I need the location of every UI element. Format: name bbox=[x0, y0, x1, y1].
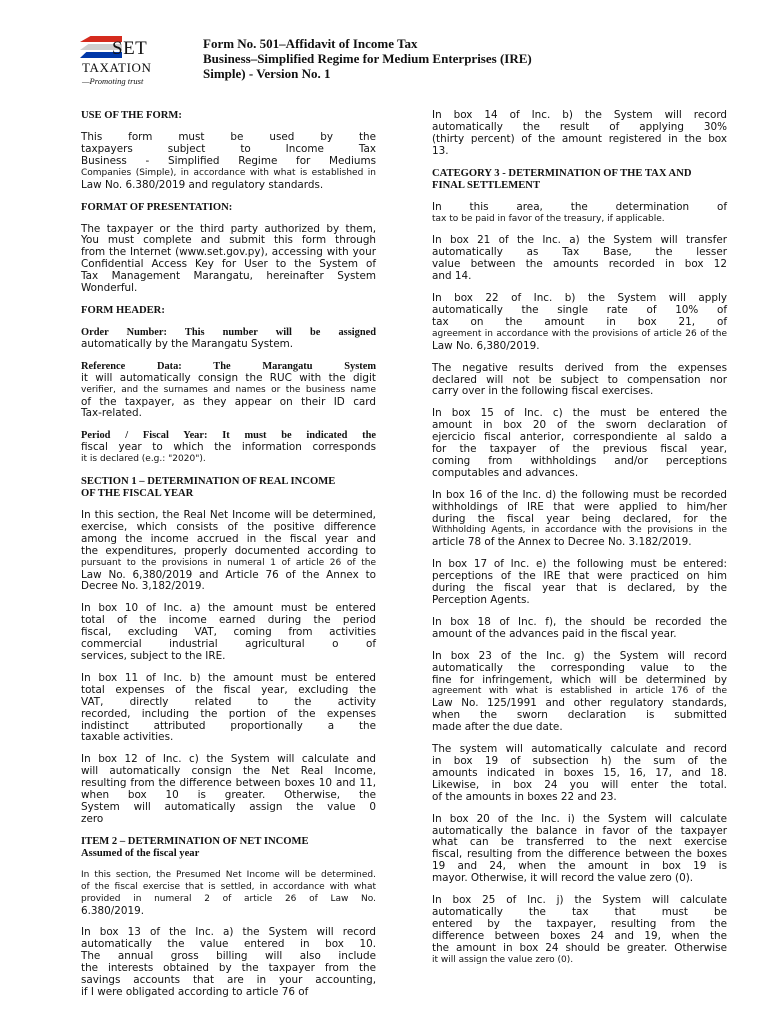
text-line: during the fiscal year that is declared, by the bbox=[432, 582, 727, 595]
text-line: the expenditures, properly documented according to bbox=[81, 544, 376, 557]
box12-paragraph bbox=[81, 754, 376, 825]
text-line: In this section, the Presumed Net Income will be determined. bbox=[81, 869, 376, 880]
text-line: pursuant to the provisions in numeral 1 of article 26 of the bbox=[81, 557, 376, 568]
text-line: Tax-related. bbox=[81, 407, 142, 420]
box15-paragraph bbox=[432, 408, 727, 479]
text-line: mayor. Otherwise, it will record the value zero (0). bbox=[432, 872, 694, 885]
text-line: In box 10 of Inc. a) the amount must be entered bbox=[81, 602, 376, 615]
text-line: among the income accrued in the fiscal year and bbox=[81, 532, 376, 545]
text-line: In box 21 of the Inc. a) the System will transfer bbox=[432, 234, 727, 247]
text-line: what can be transferred to the next exercise bbox=[432, 836, 727, 849]
text-line: ejercicio fiscal anterior, correspondiente al saldo a bbox=[432, 431, 727, 444]
text-line: for the taxpayer of the previous fiscal year, bbox=[432, 443, 727, 456]
text-line: services, subject to the IRE. bbox=[81, 650, 226, 662]
period-paragraph: Period / Fiscal Year: It must be indicated the fiscal year to which the information corresponds it is declared (e.g.: "2020"). bbox=[81, 430, 376, 465]
use-paragraph bbox=[81, 132, 376, 192]
text-line: automatically the tax that must be bbox=[432, 905, 727, 918]
text-line: exercise, which consists of the positive difference bbox=[81, 520, 376, 533]
text-line: if I were obligated according to article 76 of bbox=[81, 985, 309, 998]
box21-paragraph bbox=[432, 235, 727, 283]
text-line: System will automatically assign the value 0 bbox=[81, 800, 376, 813]
area-paragraph bbox=[432, 202, 727, 226]
text-line: tax to be paid in favor of the treasury, if applicable. bbox=[432, 213, 665, 224]
text-line: In box 25 of Inc. j) the System will calculate bbox=[432, 894, 727, 907]
text-line: Withholding Agents, in accordance with the provisions in the bbox=[432, 525, 727, 536]
text-line: amount of the advances paid in the fiscal year. bbox=[432, 627, 677, 640]
text-line: fiscal, resulting from the difference between the boxes bbox=[432, 848, 727, 861]
text-line: automatically the corresponding value to the bbox=[432, 661, 727, 674]
text-line: Law No. 6,380/2019. bbox=[432, 339, 540, 352]
text-line: amounts indicated in boxes 15, 16, 17, and 18. bbox=[432, 766, 727, 779]
box25-paragraph bbox=[432, 895, 727, 966]
text-line: when the sworn declaration is submitted bbox=[432, 709, 727, 722]
text-line: The system will automatically calculate and record bbox=[432, 743, 727, 756]
title-line-2: Business–Simplified Regime for Medium Enterprises (IRE) bbox=[203, 51, 532, 66]
text-line: total of the income earned during the period bbox=[81, 614, 376, 627]
text-line: indistinct attributed proportionally a the bbox=[81, 719, 376, 732]
format-paragraph bbox=[81, 224, 376, 295]
text-line: Assumed of the fiscal year bbox=[81, 847, 200, 859]
text-line: In box 23 of the Inc. g) the System will record bbox=[432, 649, 727, 662]
negative-results-paragraph bbox=[432, 363, 727, 399]
set-logo bbox=[80, 34, 190, 86]
text-line: taxpayers subject to Income Tax bbox=[81, 142, 376, 155]
text-line: VAT, directly related to the activity bbox=[81, 695, 376, 708]
text-line: In this section, the Real Net Income will be determined, bbox=[81, 509, 376, 522]
text-line: In box 22 of Inc. b) the System will apply bbox=[432, 292, 727, 305]
text-line: computables and advances. bbox=[432, 466, 579, 479]
text-line: Perception Agents. bbox=[432, 594, 530, 606]
text-line: In box 17 of Inc. e) the following must be entered: bbox=[432, 558, 727, 571]
left-column bbox=[81, 110, 376, 1009]
box10-paragraph bbox=[81, 603, 376, 663]
text-line: of the fiscal exercise that is settled, in accordance with what bbox=[81, 881, 376, 892]
page-title bbox=[203, 36, 643, 81]
form-header-heading: FORM HEADER: bbox=[81, 304, 165, 316]
text-line: amount in box 20 of the sworn declaration of bbox=[432, 419, 727, 432]
text-line: 13. bbox=[432, 144, 449, 157]
text-line: commercial industrial agricultural o of bbox=[81, 638, 376, 651]
text-line: in box 19 of subsection h) the sum of the bbox=[432, 754, 727, 767]
box23-paragraph bbox=[432, 651, 727, 734]
item2-paragraph bbox=[81, 870, 376, 918]
text-line: Law No. 125/1991 and other regulatory standards, bbox=[432, 697, 727, 710]
text-line: during the fiscal year being declared, for the bbox=[432, 512, 727, 525]
item2-heading bbox=[81, 836, 376, 860]
text-line: 6.380/2019. bbox=[81, 904, 144, 917]
text-line: In box 11 of Inc. b) the amount must be entered bbox=[81, 671, 376, 684]
text-line: taxable activities. bbox=[81, 731, 174, 744]
text-line: when box 10 is greater. Otherwise, the bbox=[81, 789, 376, 802]
logo-name: TAXATION bbox=[82, 60, 152, 75]
text-line: In box 20 of the Inc. i) the System will calculate bbox=[432, 812, 727, 825]
text-line: article 78 of the Annex to Decree No. 3.182/2019. bbox=[432, 536, 692, 549]
text-line: total expenses of the fiscal year, excluding the bbox=[81, 683, 376, 696]
text-line: verifier, and the surnames and names or the business name bbox=[81, 384, 376, 395]
text-line: automatically the single rate of 10% of bbox=[432, 303, 727, 316]
text-line: resulting from the difference between boxes 10 and 11, bbox=[81, 777, 376, 790]
text-line: provided in numeral 2 of article 26 of Law No. bbox=[81, 893, 376, 904]
box18-paragraph bbox=[432, 617, 727, 641]
text-line: it will assign the value zero (0). bbox=[432, 954, 574, 965]
text-line: carry over in the following fiscal exercises. bbox=[432, 385, 654, 398]
text-line: the amount in box 24 should be greater. Otherwise bbox=[432, 941, 727, 954]
box22-paragraph bbox=[432, 293, 727, 353]
text-line: In box 15 of Inc. c) the must be entered the bbox=[432, 407, 727, 420]
text-line: Confidential Access Key for User to the System of bbox=[81, 258, 376, 271]
text-line: Law No. 6,380/2019 and Article 76 of the Annex to bbox=[81, 568, 376, 581]
text-line: In box 14 of Inc. b) the System will record bbox=[432, 109, 727, 121]
text-line: automatically the value entered in box 10. bbox=[81, 938, 376, 951]
text-line: perceptions of the IRE that were practiced on him bbox=[432, 570, 727, 583]
text-line: fine for infringement, which will be determined by bbox=[432, 673, 727, 686]
text-line: it will automatically consign the RUC with the digit bbox=[81, 371, 376, 384]
text-line: CATEGORY 3 - DETERMINATION OF THE TAX AND bbox=[432, 167, 692, 179]
section1-paragraph bbox=[81, 510, 376, 593]
text-line: value between the amounts recorded in box 12 bbox=[432, 258, 727, 271]
text-line: declared will not be subject to compensation nor bbox=[432, 373, 727, 386]
text-line: OF THE FISCAL YEAR bbox=[81, 488, 194, 500]
text-line: difference between boxes 24 and 19, when the bbox=[432, 929, 727, 942]
text-line: In this area, the determination of bbox=[432, 200, 727, 213]
text-line: You must complete and submit this form through bbox=[81, 234, 376, 247]
box13-paragraph bbox=[81, 927, 376, 998]
text-line: SECTION 1 – DETERMINATION OF REAL INCOME bbox=[81, 476, 336, 488]
text-line: the interests obtained by the taxpayer from the bbox=[81, 962, 376, 975]
text-line: withholdings of IRE that were applied to him/her bbox=[432, 500, 727, 513]
right-column bbox=[432, 110, 727, 976]
text-line: Decree No. 3,182/2019. bbox=[81, 580, 205, 593]
text-line: In box 13 of the Inc. a) the System will record bbox=[81, 926, 376, 939]
text-line: recorded, including the portion of the expenses bbox=[81, 707, 376, 720]
logo-brand: SET bbox=[112, 38, 148, 59]
text-line: made after the due date. bbox=[432, 721, 563, 734]
text-line: of the amounts in boxes 22 and 23. bbox=[432, 790, 617, 803]
text-line: In box 18 of Inc. f), the should be recorded the bbox=[432, 615, 727, 628]
text-line: Likewise, in box 24 you will enter the total. bbox=[432, 778, 727, 791]
text-line: Wonderful. bbox=[81, 282, 138, 295]
reference-data-paragraph: Reference Data: The Marangatu System it will automatically consign the RUC with the digit verifier, and the surnames and names or the business name of the taxpayer, as they appear on their ID card Tax-related. bbox=[81, 360, 376, 420]
logo-tagline: —Promoting trust bbox=[82, 76, 144, 86]
text-line: (thirty percent) of the amount registered in the box bbox=[432, 132, 727, 145]
section1-heading bbox=[81, 476, 376, 500]
text-line: and 14. bbox=[432, 270, 472, 283]
calculation-paragraph bbox=[432, 744, 727, 804]
use-heading: USE OF THE FORM: bbox=[81, 110, 182, 121]
box11-paragraph bbox=[81, 673, 376, 744]
text-line: This form must be used by the bbox=[81, 131, 376, 143]
format-heading: FORMAT OF PRESENTATION: bbox=[81, 201, 233, 213]
text-line: fiscal, excluding VAT, coming from activities bbox=[81, 626, 376, 639]
text-line: automatically the result of applying 30% bbox=[432, 120, 727, 133]
text-line: entered by the taxpayer, resulting from the bbox=[432, 917, 727, 930]
box16-paragraph bbox=[432, 490, 727, 550]
text-line: it is declared (e.g.: "2020"). bbox=[81, 454, 206, 465]
text-line: automatically the balance in favor of the taxpayer bbox=[432, 824, 727, 837]
box17-paragraph bbox=[432, 559, 727, 607]
text-line: In box 12 of Inc. c) the System will calculate and bbox=[81, 753, 376, 766]
title-line-3: Simple) - Version No. 1 bbox=[203, 66, 331, 81]
text-line: from the Internet (www.set.gov.py), accessing with your bbox=[81, 246, 376, 259]
category3-heading bbox=[432, 168, 727, 192]
text-line: Tax Management Marangatu, hereinafter System bbox=[81, 270, 376, 283]
text-line: agreement with what is established in article 176 of the bbox=[432, 686, 727, 697]
text-line: zero bbox=[81, 812, 104, 825]
text-line: of the taxpayer, as they appear on their ID card bbox=[81, 395, 376, 408]
text-line: fiscal year to which the information corresponds bbox=[81, 441, 376, 454]
text-line: automatically as Tax Base, the lesser bbox=[432, 246, 727, 259]
text-line: In box 16 of the Inc. d) the following must be recorded bbox=[432, 488, 727, 501]
text-line: Business - Simplified Regime for Mediums bbox=[81, 154, 376, 167]
text-line: The taxpayer or the third party authorized by them, bbox=[81, 222, 376, 235]
text-line: coming from withholdings and/or perceptions bbox=[432, 454, 727, 467]
text-line: agreement in accordance with the provisions of article 26 of the bbox=[432, 328, 727, 339]
text-line: savings accounts that are in your accounting, bbox=[81, 974, 376, 987]
box20-paragraph bbox=[432, 814, 727, 885]
text-line: ITEM 2 – DETERMINATION OF NET INCOME bbox=[81, 835, 309, 847]
text-line: Companies (Simple), in accordance with what is established in bbox=[81, 167, 376, 178]
text-line: FINAL SETTLEMENT bbox=[432, 179, 541, 191]
order-number-paragraph: Order Number: This number will be assigned automatically by the Marangatu System. bbox=[81, 326, 376, 350]
title-line-1: Form No. 501–Affidavit of Income Tax bbox=[203, 36, 418, 51]
text-line: The annual gross billing will also include bbox=[81, 950, 376, 963]
text-line: will automatically consign the Net Real Income, bbox=[81, 765, 376, 778]
text-line: tax on the amount in box 21, of bbox=[432, 315, 727, 328]
text-line: The negative results derived from the expenses bbox=[432, 361, 727, 374]
text-line: 19 and 24, when the amount in box 19 is bbox=[432, 860, 727, 873]
box14-paragraph bbox=[432, 110, 727, 158]
text-line: Law No. 6.380/2019 and regulatory standards. bbox=[81, 178, 324, 191]
